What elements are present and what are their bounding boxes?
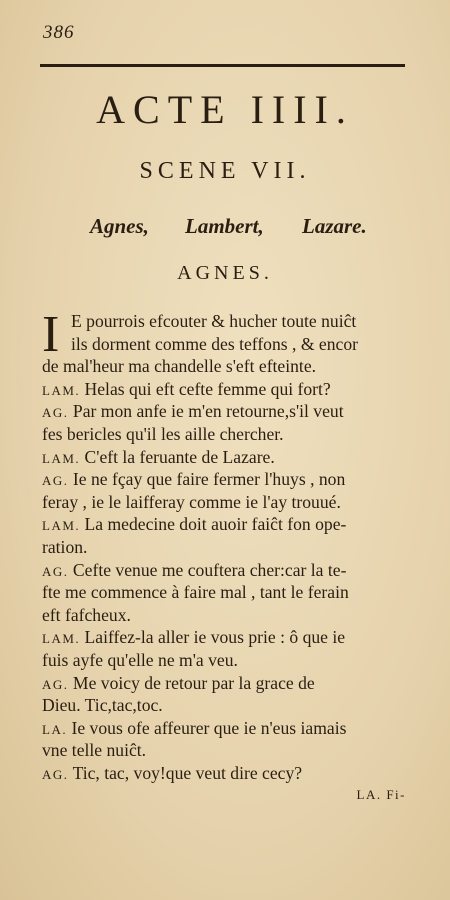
text-line [42,649,410,672]
speaker-label: AG. [42,676,69,692]
line-text: Ie vous ofe affeurer que ie n'eus iamais [67,717,347,738]
text-line [42,333,410,356]
line-text: Par mon anfe ie m'en retourne,s'il veut [68,401,344,422]
text-line [42,400,410,423]
text-line [42,491,410,514]
text-line [42,423,410,446]
line-text: fes bericles qu'il les aille chercher. [42,423,284,444]
text-line [42,536,410,559]
text-line [42,378,410,401]
scene-title: SCENE VII. [139,158,311,184]
character-name: Lazare. [302,214,367,238]
speaker-label: AG. [42,563,69,579]
line-text: vne telle nuiĉt. [42,740,147,761]
text-line [42,310,410,333]
line-text: C'eft la feruante de Lazare. [80,446,275,467]
speaker-label: LAM. [42,450,81,466]
line-text: Laiffez-la aller ie vous prie : ô que ie [80,627,346,648]
character-name: Lambert, [185,214,264,238]
line-text: fte me commence à faire mal , tant le ferain [42,582,349,603]
line-text: feray , ie le laifferay comme ie l'ay trouué. [42,491,341,512]
speaker-label: LA. [42,721,68,737]
line-text: Dieu. Tic,tac,toc. [42,695,163,716]
line-text: Me voicy de retour par la grace de [68,672,315,693]
text-line [42,581,410,604]
line-text: Helas qui eft cefte femme qui fort? [80,378,331,399]
line-text: Ie ne fçay que faire fermer l'huys , non [68,469,346,490]
text-line [42,604,410,627]
line-text: ration. [42,536,88,557]
text-line [42,694,410,717]
line-text: Tic, tac, voy!que veut dire cecy? [68,762,303,783]
line-text: fuis ayfe qu'elle ne m'a veu. [42,649,238,670]
drop-cap: I [42,306,60,363]
dialogue-text [42,306,410,807]
text-line [42,468,410,491]
text-line [42,355,410,378]
page-number: 386 [43,22,75,43]
speaker-label: LAM. [42,382,81,398]
speaker-label: LAM. [42,631,81,647]
text-line [42,626,410,649]
line-text: eft fafcheux. [42,604,131,625]
line-text: ils dorment comme des teffons , & encor [71,333,358,354]
line-text: Cefte venue me couftera cher:car la te- [68,559,347,580]
speaker-label: AG. [42,473,69,489]
line-text: E pourrois efcouter & hucher toute nuiĉt [71,311,357,331]
speaker-label: AG. [42,405,69,421]
text-line [42,717,410,740]
text-line [42,446,410,469]
text-line [42,762,410,785]
header-rule [40,64,405,67]
text-line [42,559,410,582]
speaker-label: LAM. [42,518,81,534]
line-text: La medecine doit auoir faiĉt fon ope- [80,514,347,535]
speaker-heading: AGNES. [177,262,273,284]
character-name: Agnes, [90,214,149,238]
text-line [42,672,410,695]
text-line [42,739,410,762]
speaker-label: AG. [42,766,69,782]
act-title: ACTE IIII. [96,87,354,132]
text-line [42,513,410,536]
catchword: LA. Fi- [356,787,406,803]
line-text: de mal'heur ma chandelle s'eft efteinte. [42,356,317,377]
